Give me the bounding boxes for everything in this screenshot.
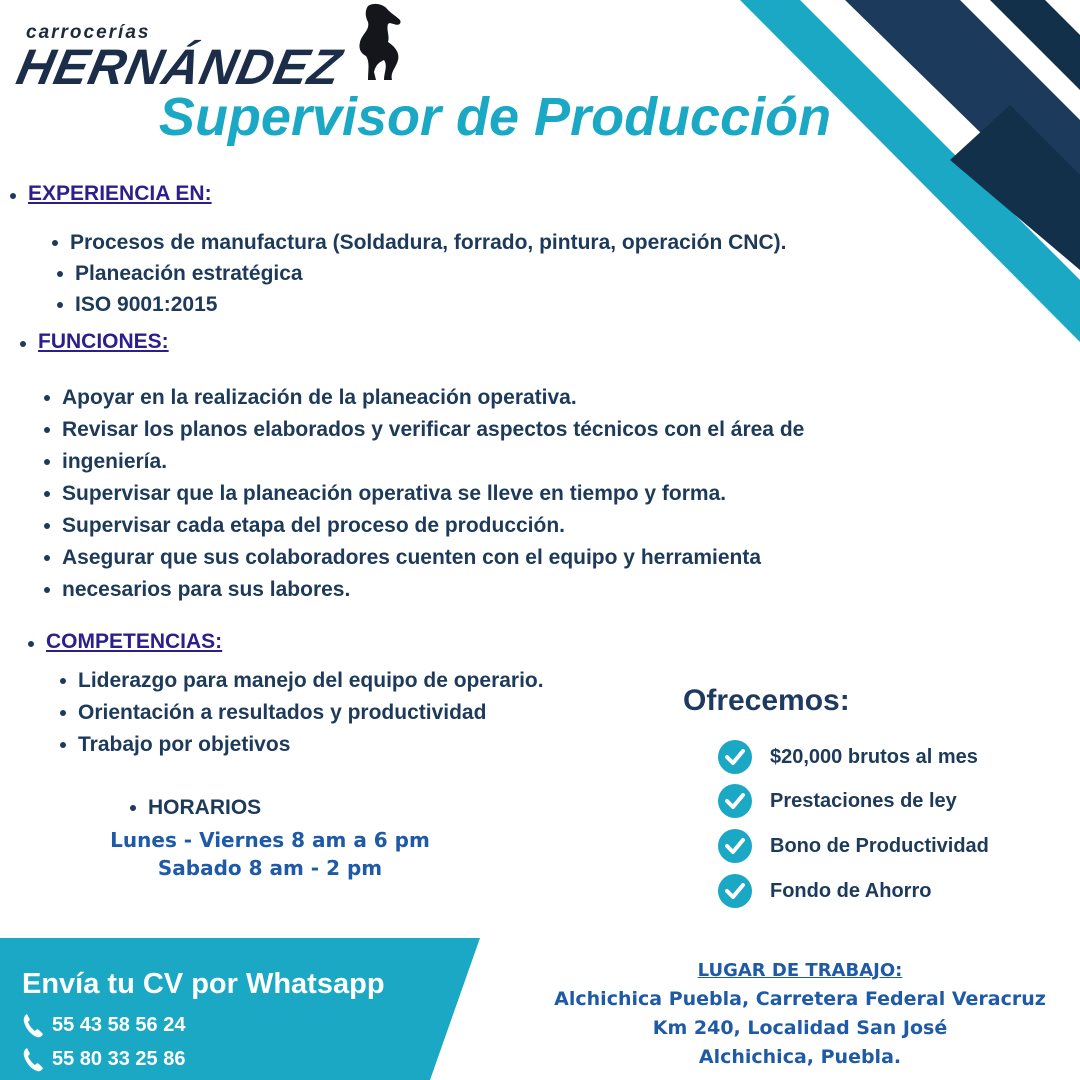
list-item: Supervisar cada etapa del proceso de producción.: [44, 510, 804, 542]
ofrecemos-heading: Ofrecemos:: [683, 684, 850, 717]
list-item: necesarios para sus labores.: [44, 574, 804, 606]
logo-tagline: carrocerías: [26, 22, 151, 43]
competencias-heading: COMPETENCIAS:: [46, 630, 223, 653]
offer-item: Prestaciones de ley: [718, 784, 957, 818]
lugar-heading: LUGAR DE TRABAJO:: [697, 960, 903, 981]
list-item: ingeniería.: [44, 446, 804, 478]
horarios-weekdays: Lunes - Viernes 8 am a 6 pm: [110, 828, 430, 852]
offer-item: Fondo de Ahorro: [718, 874, 931, 908]
check-icon: [718, 874, 752, 908]
page-title: Supervisor de Producción: [158, 87, 832, 147]
experiencia-heading: EXPERIENCIA EN:: [28, 182, 212, 205]
check-icon: [718, 740, 752, 774]
phone-number[interactable]: 55 80 33 25 86: [22, 1046, 185, 1072]
list-item: Revisar los planos elaborados y verificar aspectos técnicos con el área de: [44, 414, 804, 446]
list-item: Apoyar en la realización de la planeación operativa.: [44, 382, 804, 414]
list-item: Supervisar que la planeación operativa se lleve en tiempo y forma.: [44, 478, 804, 510]
offer-item: $20,000 brutos al mes: [718, 740, 978, 774]
list-item: Liderazgo para manejo del equipo de operario.: [60, 665, 544, 697]
list-item: Planeación estratégica: [52, 258, 786, 289]
horse-logo-icon: [340, 2, 410, 84]
address-line: Alchichica Puebla, Carretera Federal Veracruz: [554, 988, 1046, 1010]
list-item: ISO 9001:2015: [52, 289, 786, 320]
phone-icon: [22, 1046, 44, 1072]
list-item: Asegurar que sus colaboradores cuenten con el equipo y herramienta: [44, 542, 804, 574]
check-icon: [718, 784, 752, 818]
horarios-heading: HORARIOS: [130, 796, 261, 820]
list-item: Orientación a resultados y productividad: [60, 697, 544, 729]
phone-icon: [22, 1012, 44, 1038]
experiencia-list: [52, 227, 786, 320]
phone-number[interactable]: 55 43 58 56 24: [22, 1012, 185, 1038]
funciones-heading: FUNCIONES:: [38, 330, 169, 353]
funciones-list: [44, 382, 804, 606]
logo-wordmark: HERNÁNDEZ: [12, 39, 347, 95]
competencias-list: [60, 665, 544, 761]
funciones-section: [20, 330, 169, 354]
experiencia-section: [10, 182, 212, 206]
list-item: Trabajo por objetivos: [60, 729, 544, 761]
competencias-section: [28, 630, 222, 654]
horarios-saturday: Sabado 8 am - 2 pm: [157, 856, 383, 880]
offer-item: Bono de Productividad: [718, 829, 989, 863]
check-icon: [718, 829, 752, 863]
address-line: Alchichica, Puebla.: [698, 1046, 902, 1068]
address-line: Km 240, Localidad San José: [652, 1017, 948, 1039]
cv-whatsapp-heading: Envía tu CV por Whatsapp: [22, 968, 385, 1000]
list-item: Procesos de manufactura (Soldadura, forrado, pintura, operación CNC).: [52, 227, 786, 258]
